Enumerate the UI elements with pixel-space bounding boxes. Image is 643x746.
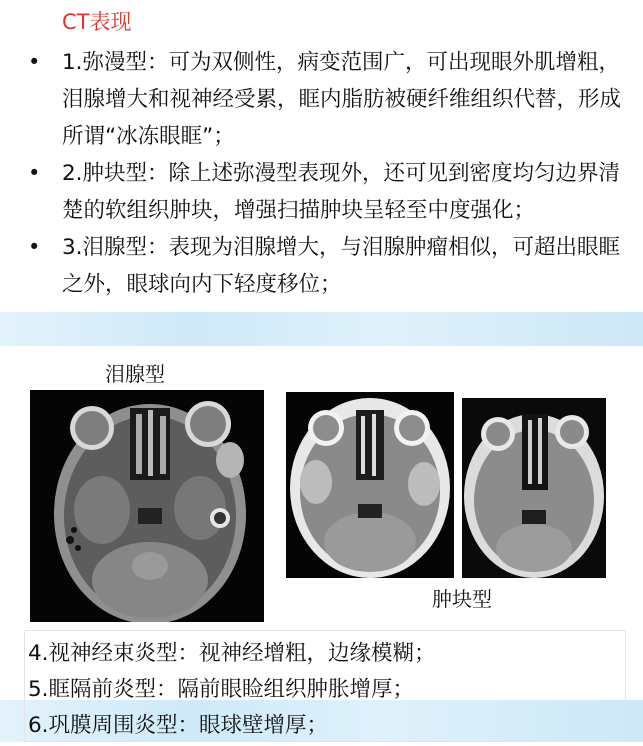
slide-title: CT表现 [62, 10, 132, 34]
finding-lacrimal [0, 229, 643, 303]
ct-scan-lacrimal-image [30, 390, 264, 622]
bullet-icon: • [28, 161, 41, 185]
finding-mass [0, 155, 643, 229]
subtype-optic-neuritis: 4.视神经束炎型：视神经增粗，边缘模糊； [28, 641, 436, 666]
findings-list [0, 44, 643, 303]
ct-scan-mass-image [286, 392, 606, 578]
caption-mass-type: 肿块型 [432, 587, 492, 611]
subtype-periscleritis: 6.巩膜周围炎型：眼球壁增厚； [28, 713, 329, 738]
subtype-preseptal: 5.眶隔前炎型：隔前眼睑组织肿胀增厚； [28, 677, 415, 702]
bullet-icon: • [28, 50, 41, 74]
decorative-stripe [0, 312, 643, 346]
subtype-list [28, 636, 628, 744]
finding-text: 2.肿块型：除上述弥漫型表现外，还可见到密度均匀边界清楚的软组织肿块，增强扫描肿块呈轻至中度强化； [62, 161, 621, 223]
finding-diffuse [0, 44, 643, 155]
finding-text: 1.弥漫型：可为双侧性，病变范围广，可出现眼外肌增粗，泪腺增大和视神经受累，眶内脂肪被硬纤维组织代替，形成所谓“冰冻眼眶”； [62, 50, 622, 149]
bullet-icon: • [28, 235, 41, 259]
finding-text: 3.泪腺型：表现为泪腺增大，与泪腺肿瘤相似，可超出眼眶之外，眼球向内下轻度移位； [62, 235, 621, 297]
caption-lacrimal-type: 泪腺型 [105, 362, 165, 386]
